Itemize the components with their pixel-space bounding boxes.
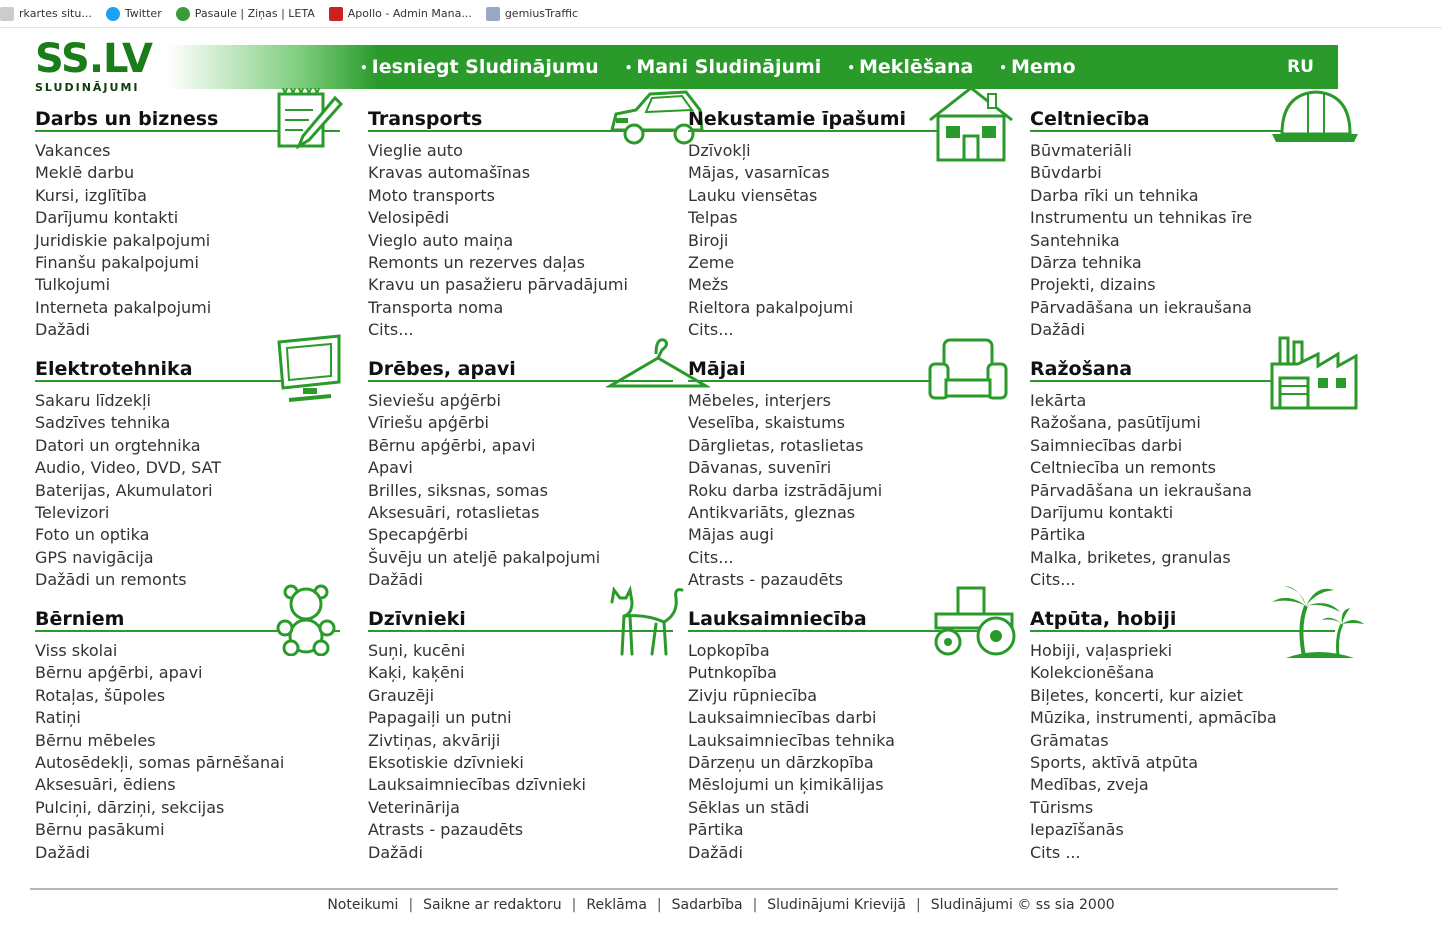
category-title[interactable]: Lauksaimniecība (688, 608, 867, 630)
subcategory-link[interactable]: Foto un optika (35, 525, 150, 545)
subcategory-list (368, 640, 673, 864)
subcategory-link[interactable]: Projekti, dizains (1030, 275, 1156, 295)
subcategory-link[interactable]: Velosipēdi (368, 208, 450, 228)
category-header (368, 108, 673, 132)
subcategory-link[interactable]: Celtniecība un remonts (1030, 458, 1217, 478)
subcategory-link[interactable]: Rieltora pakalpojumi (688, 297, 854, 317)
subcategory-link[interactable]: Darba rīki un tehnika (1030, 185, 1199, 205)
category-title[interactable]: Dzīvnieki (368, 608, 466, 630)
subcategory-link[interactable]: Bērnu apģērbi, apavi (35, 663, 203, 683)
subcategory-link[interactable]: Kolekcionēšana (1030, 663, 1155, 683)
logo-subtitle: SLUDINĀJUMI (35, 81, 140, 94)
footer-separator: | (571, 897, 577, 913)
subcategory-list (1030, 640, 1335, 864)
subcategory-link[interactable]: Cits... (368, 320, 414, 340)
subcategory-link[interactable]: Bērnu mēbeles (35, 730, 156, 750)
footer-separator: | (915, 897, 921, 913)
bullet-icon: • (847, 60, 855, 75)
logo-mark: SS.LV (35, 36, 152, 82)
subcategory-link[interactable]: Vieglie auto (368, 141, 463, 160)
subcategory-link[interactable]: Mājas, vasarnīcas (688, 163, 830, 183)
subcategory-link[interactable]: Specapģērbi (368, 525, 469, 545)
twitter-icon (106, 7, 120, 21)
subcategory-link[interactable]: Eksotiskie dzīvnieki (368, 753, 524, 773)
subcategory-link[interactable]: Ražošana, pasūtījumi (1030, 413, 1201, 433)
subcategory-link[interactable]: Sadzīves tehnika (35, 413, 171, 433)
subcategory-link[interactable]: Biroji (688, 230, 729, 250)
category-header (1030, 358, 1335, 382)
subcategory-list (688, 140, 993, 342)
car-icon[interactable] (606, 84, 678, 152)
subcategory-link[interactable]: Instrumentu un tehnikas īre (1030, 208, 1253, 228)
category-header (35, 358, 340, 382)
subcategory-link[interactable]: Putnkopība (688, 663, 777, 683)
category-block (35, 358, 340, 600)
footer (0, 897, 1442, 913)
subcategory-link[interactable]: Aksesuāri, ēdiens (35, 775, 176, 795)
subcategory-link[interactable]: Finanšu pakalpojumi (35, 253, 199, 273)
subcategory-link[interactable]: Dārglietas, rotaslietas (688, 435, 864, 455)
main-nav (168, 45, 1338, 89)
category-header (35, 608, 340, 632)
subcategory-link[interactable]: Dažādi (35, 842, 90, 862)
nav-my-ads[interactable]: • Mani Sludinājumi (624, 56, 822, 78)
bookmark-item-apollo[interactable]: Apollo - Admin Mana... (329, 7, 472, 21)
subcategory-link[interactable]: Dažādi (35, 320, 90, 340)
nav-search[interactable]: • Meklēšana (847, 56, 974, 78)
subcategory-link[interactable]: GPS navigācija (35, 547, 154, 567)
subcategory-link[interactable]: Saimniecības darbi (1030, 435, 1183, 455)
subcategory-link[interactable]: Bērnu pasākumi (35, 820, 165, 840)
subcategory-link[interactable]: Atrasts - pazaudēts (688, 570, 844, 590)
gemius-icon (486, 7, 500, 21)
subcategory-link[interactable]: Transporta noma (368, 297, 504, 317)
subcategory-link[interactable]: Kaķi, kaķēni (368, 663, 465, 683)
bookmark-item[interactable]: rkartes situ... (0, 7, 92, 21)
teddy-bear-icon[interactable] (273, 584, 345, 652)
subcategory-link[interactable]: Dažādi (368, 570, 423, 590)
subcategory-link[interactable]: Būvmateriāli (1030, 141, 1132, 160)
subcategory-link[interactable]: Brilles, siksnas, somas (368, 480, 548, 500)
palm-island-icon[interactable] (1268, 584, 1340, 652)
subcategory-link[interactable]: Lauksaimniecības tehnika (688, 730, 895, 750)
subcategory-link[interactable]: Kravu un pasažieru pārvadājumi (368, 275, 628, 295)
category-title[interactable]: Drēbes, apavi (368, 358, 516, 380)
category-block (35, 108, 340, 350)
subcategory-link[interactable]: Lauksaimniecības dzīvnieki (368, 775, 586, 795)
subcategory-link[interactable]: Suņi, kucēni (368, 641, 466, 660)
subcategory-link[interactable]: Remonts un rezerves daļas (368, 253, 585, 273)
category-header (368, 608, 673, 632)
subcategory-link[interactable]: Rotaļas, šūpoles (35, 685, 166, 705)
footer-link-advertising[interactable]: Reklāma (586, 897, 647, 913)
subcategory-link[interactable]: Tūrisms (1030, 797, 1094, 817)
subcategory-link[interactable]: Moto transports (368, 185, 496, 205)
subcategory-list (35, 140, 340, 342)
subcategory-link[interactable]: Mežs (688, 275, 729, 295)
hanger-icon[interactable] (606, 334, 678, 402)
subcategory-link[interactable]: Pārtika (1030, 525, 1086, 545)
bookmark-item-twitter[interactable]: Twitter (106, 7, 162, 21)
subcategory-list (688, 390, 993, 592)
category-title[interactable]: Mājai (688, 358, 746, 380)
subcategory-link[interactable]: Pārvadāšana un iekraušana (1030, 480, 1252, 500)
category-block (368, 108, 673, 350)
subcategory-link[interactable]: Dažādi (1030, 320, 1085, 340)
subcategory-link[interactable]: Darījumu kontakti (35, 208, 179, 228)
subcategory-link[interactable]: Telpas (688, 208, 738, 228)
bookmarks-bar (0, 0, 1442, 28)
subcategory-link[interactable]: Dārza tehnika (1030, 253, 1142, 273)
subcategory-link[interactable]: Interneta pakalpojumi (35, 297, 212, 317)
subcategory-link[interactable]: Lauksaimniecības darbi (688, 708, 877, 728)
category-header (1030, 108, 1335, 132)
subcategory-link[interactable]: Viss skolai (35, 641, 118, 660)
subcategory-link[interactable]: Juridiskie pakalpojumi (35, 230, 211, 250)
subcategory-link[interactable]: Bērnu apģērbi, apavi (368, 435, 536, 455)
subcategory-link[interactable]: Mūzika, instrumenti, apmācība (1030, 708, 1277, 728)
category-title[interactable]: Nekustamie īpašumi (688, 108, 907, 130)
apollo-icon (329, 7, 343, 21)
bookmark-item-gemius[interactable]: gemiusTraffic (486, 7, 578, 21)
subcategory-link[interactable]: Mājas augi (688, 525, 774, 545)
subcategory-link[interactable]: Veselība, skaistums (688, 413, 845, 433)
subcategory-link[interactable]: Roku darba izstrādājumi (688, 480, 883, 500)
leta-icon (176, 7, 190, 21)
factory-icon[interactable] (1268, 334, 1340, 402)
category-header (688, 358, 993, 382)
tractor-icon[interactable] (926, 584, 998, 652)
subcategory-link[interactable]: Dažādi (688, 842, 743, 862)
subcategory-link[interactable]: Aksesuāri, rotaslietas (368, 503, 540, 523)
category-title[interactable]: Darbs un bizness (35, 108, 219, 130)
bookmark-icon (0, 7, 14, 21)
subcategory-list (368, 390, 673, 592)
category-title[interactable]: Transports (368, 108, 483, 130)
category-block (688, 108, 993, 350)
subcategory-link[interactable]: Iekārta (1030, 391, 1087, 410)
subcategory-link[interactable]: Zivju rūpniecība (688, 685, 818, 705)
subcategory-link[interactable]: Lopkopība (688, 641, 770, 660)
category-block (688, 358, 993, 600)
armchair-icon[interactable] (926, 334, 998, 402)
site-logo[interactable] (35, 38, 165, 98)
subcategory-link[interactable]: Medības, zveja (1030, 775, 1149, 795)
subcategory-link[interactable]: Televizori (35, 503, 110, 523)
subcategory-link[interactable]: Datori un orgtehnika (35, 435, 201, 455)
subcategory-link[interactable]: Dārzeņu un dārzkopība (688, 753, 874, 773)
footer-link-contact-editor[interactable]: Saikne ar redaktoru (423, 897, 562, 913)
category-block (1030, 358, 1335, 600)
subcategory-link[interactable]: Meklē darbu (35, 163, 135, 183)
house-icon[interactable] (926, 84, 998, 152)
subcategory-link[interactable]: Sports, aktīvā atpūta (1030, 753, 1199, 773)
subcategory-link[interactable]: Sieviešu apģērbi (368, 391, 501, 410)
footer-link-rules[interactable]: Noteikumi (327, 897, 399, 913)
monitor-icon[interactable] (273, 334, 345, 402)
nav-submit-ad[interactable]: • Iesniegt Sludinājumu (360, 56, 599, 78)
subcategory-link[interactable]: Mēslojumi un ķimikālijas (688, 775, 884, 795)
footer-separator: | (752, 897, 758, 913)
bullet-icon: • (360, 60, 368, 75)
subcategory-link[interactable]: Grāmatas (1030, 730, 1109, 750)
footer-divider (30, 888, 1338, 890)
subcategory-link[interactable]: Santehnika (1030, 230, 1120, 250)
subcategory-link[interactable]: Sakaru līdzekļi (35, 391, 151, 410)
subcategory-link[interactable]: Pārvadāšana un iekraušana (1030, 297, 1252, 317)
subcategory-link[interactable]: Vakances (35, 141, 111, 160)
subcategory-link[interactable]: Antikvariāts, gleznas (688, 503, 856, 523)
hard-hat-icon[interactable] (1268, 84, 1340, 152)
subcategory-link[interactable]: Hobiji, vaļasprieki (1030, 641, 1173, 660)
subcategory-link[interactable]: Dažādi un remonts (35, 570, 187, 590)
category-block (1030, 108, 1335, 350)
subcategory-list (35, 390, 340, 592)
subcategory-link[interactable]: Grauzēji (368, 685, 435, 705)
subcategory-link[interactable]: Iepazīšanās (1030, 820, 1124, 840)
subcategory-link[interactable]: Veterinārija (368, 797, 460, 817)
subcategory-link[interactable]: Tulkojumi (35, 275, 111, 295)
subcategory-link[interactable]: Atrasts - pazaudēts (368, 820, 524, 840)
subcategory-link[interactable]: Kursi, izglītība (35, 185, 147, 205)
nav-memo[interactable]: • Memo (999, 56, 1076, 78)
subcategory-link[interactable]: Malka, briketes, granulas (1030, 547, 1231, 567)
subcategory-link[interactable]: Darījumu kontakti (1030, 503, 1174, 523)
category-block (368, 608, 673, 862)
subcategory-link[interactable]: Kravas automašīnas (368, 163, 531, 183)
subcategory-link[interactable]: Apavi (368, 458, 413, 478)
footer-copyright: Sludinājumi © ss sia 2000 (930, 897, 1115, 913)
subcategory-list (1030, 140, 1335, 342)
subcategory-link[interactable]: Vieglo auto maiņa (368, 230, 514, 250)
category-title[interactable]: Atpūta, hobiji (1030, 608, 1177, 630)
subcategory-link[interactable]: Cits... (1030, 570, 1076, 590)
subcategory-link[interactable]: Ratiņi (35, 708, 81, 728)
subcategory-link[interactable]: Audio, Video, DVD, SAT (35, 458, 222, 478)
category-header (1030, 608, 1335, 632)
bullet-icon: • (624, 60, 633, 75)
category-header (688, 108, 993, 132)
category-block (688, 608, 993, 862)
category-title[interactable]: Celtniecība (1030, 108, 1150, 130)
subcategory-list (35, 640, 340, 864)
subcategory-link[interactable]: Vīriešu apģērbi (368, 413, 489, 433)
subcategory-link[interactable]: Papagaiļi un putni (368, 708, 512, 728)
subcategory-link[interactable]: Cits... (688, 320, 734, 340)
cat-icon[interactable] (606, 584, 678, 652)
bullet-icon: • (999, 60, 1007, 75)
footer-link-russia[interactable]: Sludinājumi Krievijā (767, 897, 906, 913)
category-block (35, 608, 340, 862)
subcategory-link[interactable]: Cits... (688, 547, 734, 567)
subcategory-link[interactable]: Šuvēju un ateljē pakalpojumi (368, 547, 601, 567)
category-title[interactable]: Ražošana (1030, 358, 1133, 380)
subcategory-link[interactable]: Dāvanas, suvenīri (688, 458, 832, 478)
notepad-pencil-icon[interactable] (273, 84, 345, 152)
subcategory-link[interactable]: Cits ... (1030, 842, 1081, 862)
category-block (1030, 608, 1335, 862)
footer-separator: | (656, 897, 662, 913)
subcategory-link[interactable]: Dzīvokļi (688, 141, 751, 160)
lang-ru-link[interactable]: RU (1287, 57, 1314, 77)
subcategory-link[interactable]: Dažādi (368, 842, 423, 862)
category-title[interactable]: Elektrotehnika (35, 358, 193, 380)
subcategory-link[interactable]: Pārtika (688, 820, 744, 840)
subcategory-link[interactable]: Pulciņi, dārziņi, sekcijas (35, 797, 225, 817)
subcategory-link[interactable]: Biļetes, koncerti, kur aiziet (1030, 685, 1243, 705)
subcategory-list (1030, 390, 1335, 592)
category-block (368, 358, 673, 600)
subcategory-link[interactable]: Autosēdekļi, somas pārnēšanai (35, 753, 285, 773)
category-header (35, 108, 340, 132)
bookmark-item-leta[interactable]: Pasaule | Ziņas | LETA (176, 7, 315, 21)
subcategory-link[interactable]: Baterijas, Akumulatori (35, 480, 213, 500)
subcategory-link[interactable]: Zivtiņas, akvāriji (368, 730, 501, 750)
footer-separator: | (408, 897, 414, 913)
category-header (368, 358, 673, 382)
subcategory-link[interactable]: Būvdarbi (1030, 163, 1102, 183)
subcategory-list (688, 640, 993, 864)
subcategory-link[interactable]: Sēklas un stādi (688, 797, 810, 817)
category-title[interactable]: Bērniem (35, 608, 125, 630)
category-header (688, 608, 993, 632)
subcategory-list (368, 140, 673, 342)
subcategory-link[interactable]: Mēbeles, interjers (688, 391, 831, 410)
subcategory-link[interactable]: Lauku viensētas (688, 185, 818, 205)
subcategory-link[interactable]: Zeme (688, 253, 735, 273)
footer-link-cooperation[interactable]: Sadarbība (671, 897, 743, 913)
